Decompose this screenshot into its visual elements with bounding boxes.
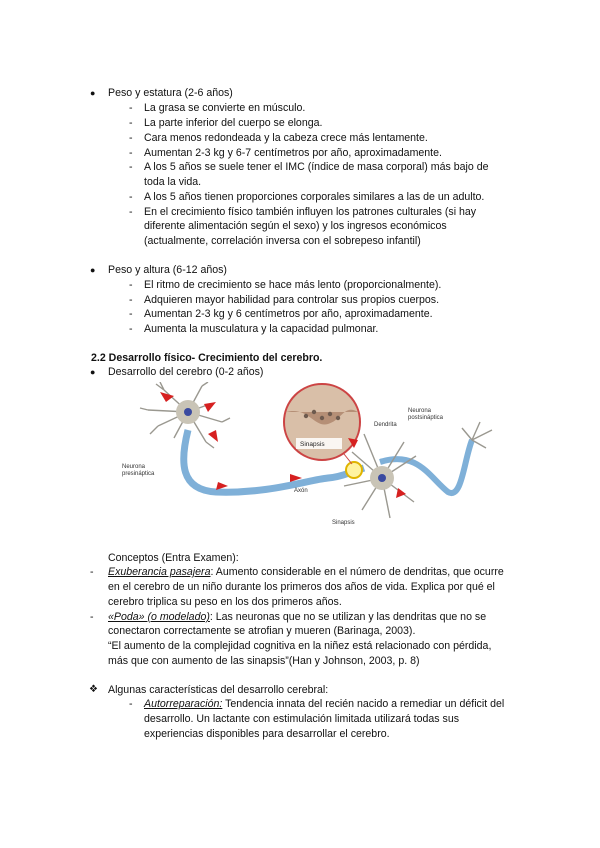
exuberancia-term: Exuberancia pasajera xyxy=(108,566,211,578)
section1-title: Peso y estatura (2-6 años) xyxy=(108,87,233,99)
postsynaptic-neuron-icon xyxy=(344,422,492,518)
section2-title: Peso y altura (6-12 años) xyxy=(108,264,227,276)
bullet-icon: ● xyxy=(90,367,96,377)
dash-icon: - xyxy=(129,161,133,173)
label-dendrita: Dendrita xyxy=(374,422,397,428)
dash-icon: - xyxy=(129,279,133,291)
concepts-title: Conceptos (Entra Examen): xyxy=(108,552,239,564)
dash-icon: - xyxy=(129,147,133,159)
dash-icon: - xyxy=(129,191,133,203)
exuberancia-line1: Exuberancia pasajera: Aumento considerable en el número de dendritas, que ocurre xyxy=(108,566,504,578)
exuberancia-line2: en el cerebro de un niño durante los primeros dos años de vida. Explica por qué el xyxy=(108,581,495,593)
label-neurona-post-1: Neurona xyxy=(408,408,432,414)
section1-item: En el crecimiento físico también influyen los patrones culturales (si hay xyxy=(144,206,477,218)
dash-icon: - xyxy=(129,294,133,306)
section2-item: Adquieren mayor habilidad para controlar sus propios cuerpos. xyxy=(144,294,440,306)
label-axon: Axón xyxy=(294,488,308,494)
dash-icon: - xyxy=(90,611,94,623)
label-neurona-pre-2: presináptica xyxy=(122,471,155,477)
quote-line1: “El aumento de la complejidad cognitiva en la niñez está relacionado con pérdida, xyxy=(108,640,492,652)
quote-line2: más que con aumento de las sinapsis”(Han y Johnson, 2003, p. 8) xyxy=(108,655,420,667)
poda-line1: «Poda» (o modelado): Las neuronas que no se utilizan y las dendritas que no se xyxy=(108,611,487,623)
dash-icon: - xyxy=(129,102,133,114)
section2-item: Aumenta la musculatura y la capacidad pulmonar. xyxy=(144,323,379,335)
label-sinapsis-zoom: Sinapsis xyxy=(300,441,325,448)
section2-item: El ritmo de crecimiento se hace más lento (proporcionalmente). xyxy=(144,279,442,291)
auto-line3: experiencias disponibles para desarrollar el cerebro. xyxy=(144,728,390,740)
poda-term: «Poda» (o modelado) xyxy=(108,611,210,623)
characteristics-title: Algunas características del desarrollo cerebral: xyxy=(108,684,329,696)
brain-bullet-text: Desarrollo del cerebro (0-2 años) xyxy=(108,366,264,378)
section1-item: La parte inferior del cuerpo se elonga. xyxy=(144,117,323,129)
section1-item: Aumentan 2-3 kg y 6-7 centímetros por año, aproximadamente. xyxy=(144,147,442,159)
section2-item: Aumentan 2-3 kg y 6 centímetros por año, aproximadamente. xyxy=(144,308,433,320)
postsynaptic-nucleus xyxy=(378,474,386,482)
dash-icon: - xyxy=(129,698,133,710)
bullet-icon: ● xyxy=(90,265,96,275)
section1-item: La grasa se convierte en músculo. xyxy=(144,102,306,114)
neuron-diagram xyxy=(118,382,500,530)
poda-line2: conectaron correctamente se atrofian y mueren (Barinaga, 2003). xyxy=(108,625,416,637)
auto-line2: desarrollo. Un lactante con estimulación limitada utilizará todas sus xyxy=(144,713,460,725)
diamond-bullet-icon: ❖ xyxy=(89,684,98,695)
section1-item: A los 5 años tienen proporciones corporales similares a las de un adulto. xyxy=(144,191,485,203)
dash-icon: - xyxy=(129,117,133,129)
exuberancia-line3: cerebro triplica su peso en los dos primeros años. xyxy=(108,596,342,608)
presynaptic-nucleus xyxy=(184,408,192,416)
label-neurona-pre-1: Neurona xyxy=(122,464,146,470)
dash-icon: - xyxy=(90,566,94,578)
auto-term: Autorreparación: xyxy=(144,698,223,710)
synapse-marker xyxy=(346,462,362,478)
auto-line1: Autorreparación: Tendencia innata del recién nacido a remediar un déficit del xyxy=(144,698,505,710)
label-neurona-post-2: postsináptica xyxy=(408,415,444,421)
dash-icon: - xyxy=(129,308,133,320)
section1-item: Cara menos redondeada y la cabeza crece más lentamente. xyxy=(144,132,428,144)
section1-item-cont: (actualmente, correlación inversa con el sobrepeso infantil) xyxy=(144,235,421,247)
section1-item-cont: toda la vida. xyxy=(144,176,202,188)
label-sinapsis: Sinapsis xyxy=(332,520,355,526)
dash-icon: - xyxy=(129,323,133,335)
bullet-icon: ● xyxy=(90,88,96,98)
section-heading: 2.2 Desarrollo físico- Crecimiento del cerebro. xyxy=(91,352,323,364)
dendrite-path xyxy=(380,440,472,493)
section1-item-cont: diferente alimentación según el sexo) y los ingresos económicos xyxy=(144,220,447,232)
dash-icon: - xyxy=(129,132,133,144)
section1-item: A los 5 años se suele tener el IMC (índice de masa corporal) más bajo de xyxy=(144,161,489,173)
dash-icon: - xyxy=(129,206,133,218)
